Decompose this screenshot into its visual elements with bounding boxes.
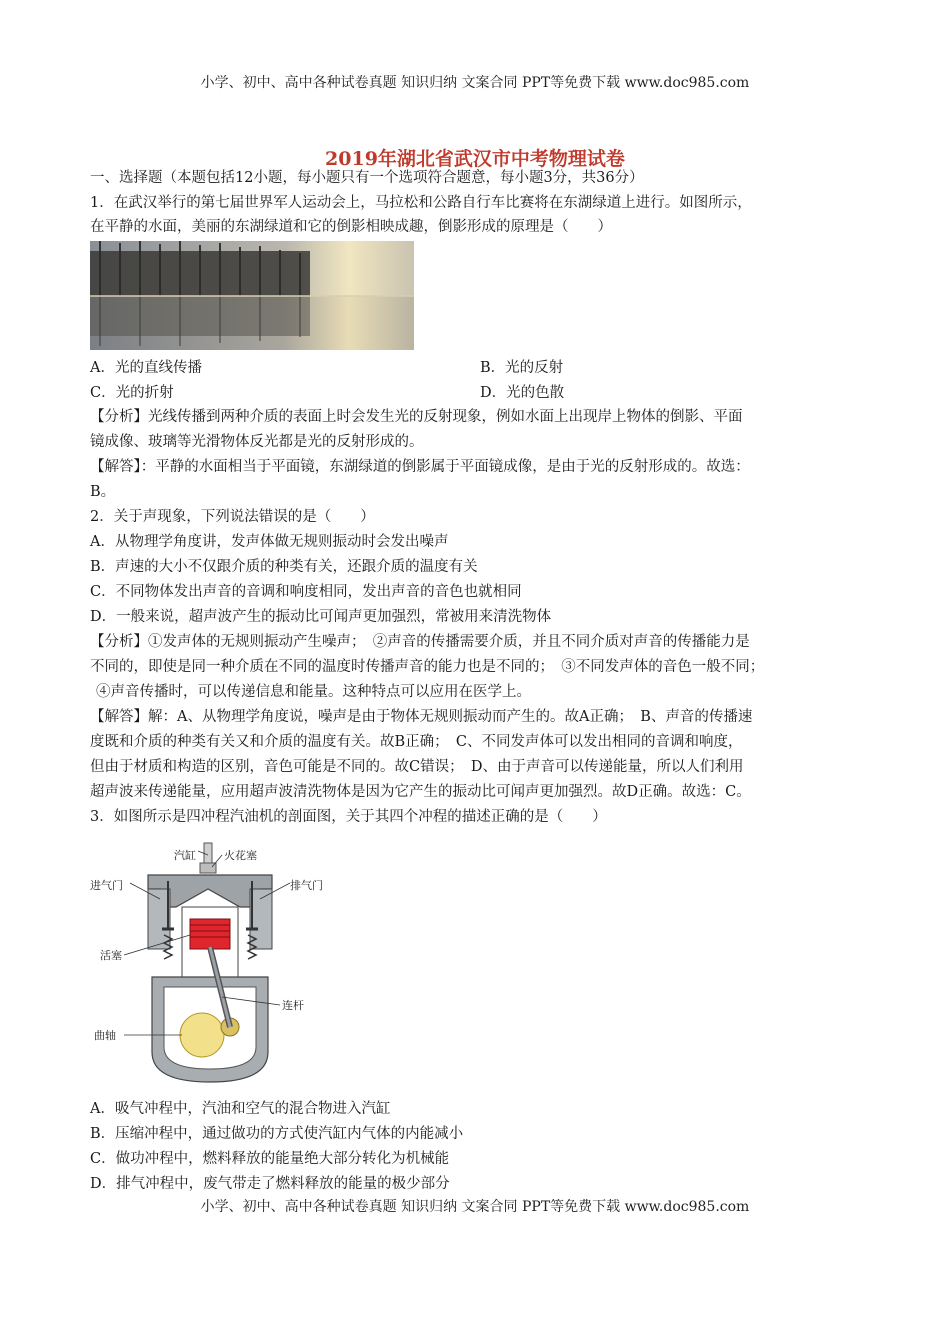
q2-analysis-line-3: ④声音传播时，可以传递信息和能量。这种特点可以应用在医学上。 [96,684,531,700]
page-footer: 小学、初中、高中各种试卷真题 知识归纳 文案合同 PPT等免费下载 www.doc985.com [200,1199,750,1215]
q1-answer-line-2: B。 [90,484,116,500]
q3-option-c: C．做功冲程中，燃料释放的能量绝大部分转化为机械能 [90,1151,450,1167]
page-title: 2019年湖北省武汉市中考物理试卷 [325,148,625,170]
lake-reflection-image [90,241,414,350]
q1-stem-line-2: 在平静的水面，美丽的东湖绿道和它的倒影相映成趣，倒影形成的原理是（ ） [90,219,612,235]
q1-option-c: C．光的折射 [90,385,174,401]
section-heading: 一、选择题（本题包括12小题，每小题只有一个选项符合题意，每小题3分，共36分） [90,170,644,186]
q3-stem: 3．如图所示是四冲程汽油机的剖面图，关于其四个冲程的描述正确的是（ ） [90,809,607,825]
q2-option-c: C．不同物体发出声音的音调和响度相同，发出声音的音色也就相同 [90,584,522,600]
q3-option-d: D．排气冲程中，废气带走了燃料释放的能量的极少部分 [90,1176,450,1192]
q2-answer-line-3: 但由于材质和构造的区别，音色可能是不同的。故C错误； D、由于声音可以传递能量，所以人们利用 [90,759,744,775]
q1-answer-line-1: 【解答】：平静的水面相当于平面镜，东湖绿道的倒影属于平面镜成像，是由于光的反射形成的。故选： [90,459,750,475]
q2-option-a: A．从物理学角度讲，发声体做无规则振动时会发出噪声 [90,534,449,550]
label-crankshaft: 曲轴 [94,1029,116,1042]
q1-option-b: B．光的反射 [480,360,564,376]
q2-answer-line-2: 度既和介质的种类有关又和介质的温度有关。故B正确； C、不同发声体可以发出相同的音调和响度， [90,734,743,750]
q2-option-b: B．声速的大小不仅跟介质的种类有关，还跟介质的温度有关 [90,559,478,575]
page-header: 小学、初中、高中各种试卷真题 知识归纳 文案合同 PPT等免费下载 www.doc985.com [200,75,750,91]
q1-stem-line-1: 1．在武汉举行的第七届世界军人运动会上，马拉松和公路自行车比赛将在东湖绿道上进行。如图所示， [90,195,752,211]
label-connecting-rod: 连杆 [282,999,304,1012]
q1-option-a: A．光的直线传播 [90,360,202,376]
q2-analysis-line-2: 不同的，即使是同一种介质在不同的温度时传播声音的能力也是不同的； ③不同发声体的音色一般不同； [90,659,765,675]
q2-answer-line-1: 【解答】解：A、从物理学角度说，噪声是由于物体无规则振动而产生的。故A正确； B、声音的传播速 [90,709,753,725]
q3-option-b: B．压缩冲程中，通过做功的方式使汽缸内气体的内能减小 [90,1126,464,1142]
q1-option-d: D．光的色散 [480,385,565,401]
q2-stem: 2．关于声现象，下列说法错误的是（ ） [90,509,375,525]
label-cylinder: 汽缸 [174,849,196,862]
engine-cross-section-diagram [90,837,350,1093]
q1-analysis-line-2: 镜成像、玻璃等光滑物体反光都是光的反射形成的。 [90,434,424,450]
label-spark-plug: 火花塞 [224,849,257,862]
label-exhaust-valve: 排气门 [290,879,323,892]
q2-answer-line-4: 超声波来传递能量，应用超声波清洗物体是因为它产生的振动比可闻声更加强烈。故D正确。故选：C。 [90,784,751,800]
label-intake-valve: 进气门 [90,879,123,892]
label-piston: 活塞 [100,949,122,962]
q1-analysis-line-1: 【分析】光线传播到两种介质的表面上时会发生光的反射现象，例如水面上出现岸上物体的倒影、平面 [90,409,743,425]
q2-analysis-line-1: 【分析】①发声体的无规则振动产生噪声； ②声音的传播需要介质，并且不同介质对声音的传播能力是 [90,634,750,650]
q3-option-a: A．吸气冲程中，汽油和空气的混合物进入汽缸 [90,1101,391,1117]
q2-option-d: D．一般来说，超声波产生的振动比可闻声更加强烈，常被用来清洗物体 [90,609,552,625]
